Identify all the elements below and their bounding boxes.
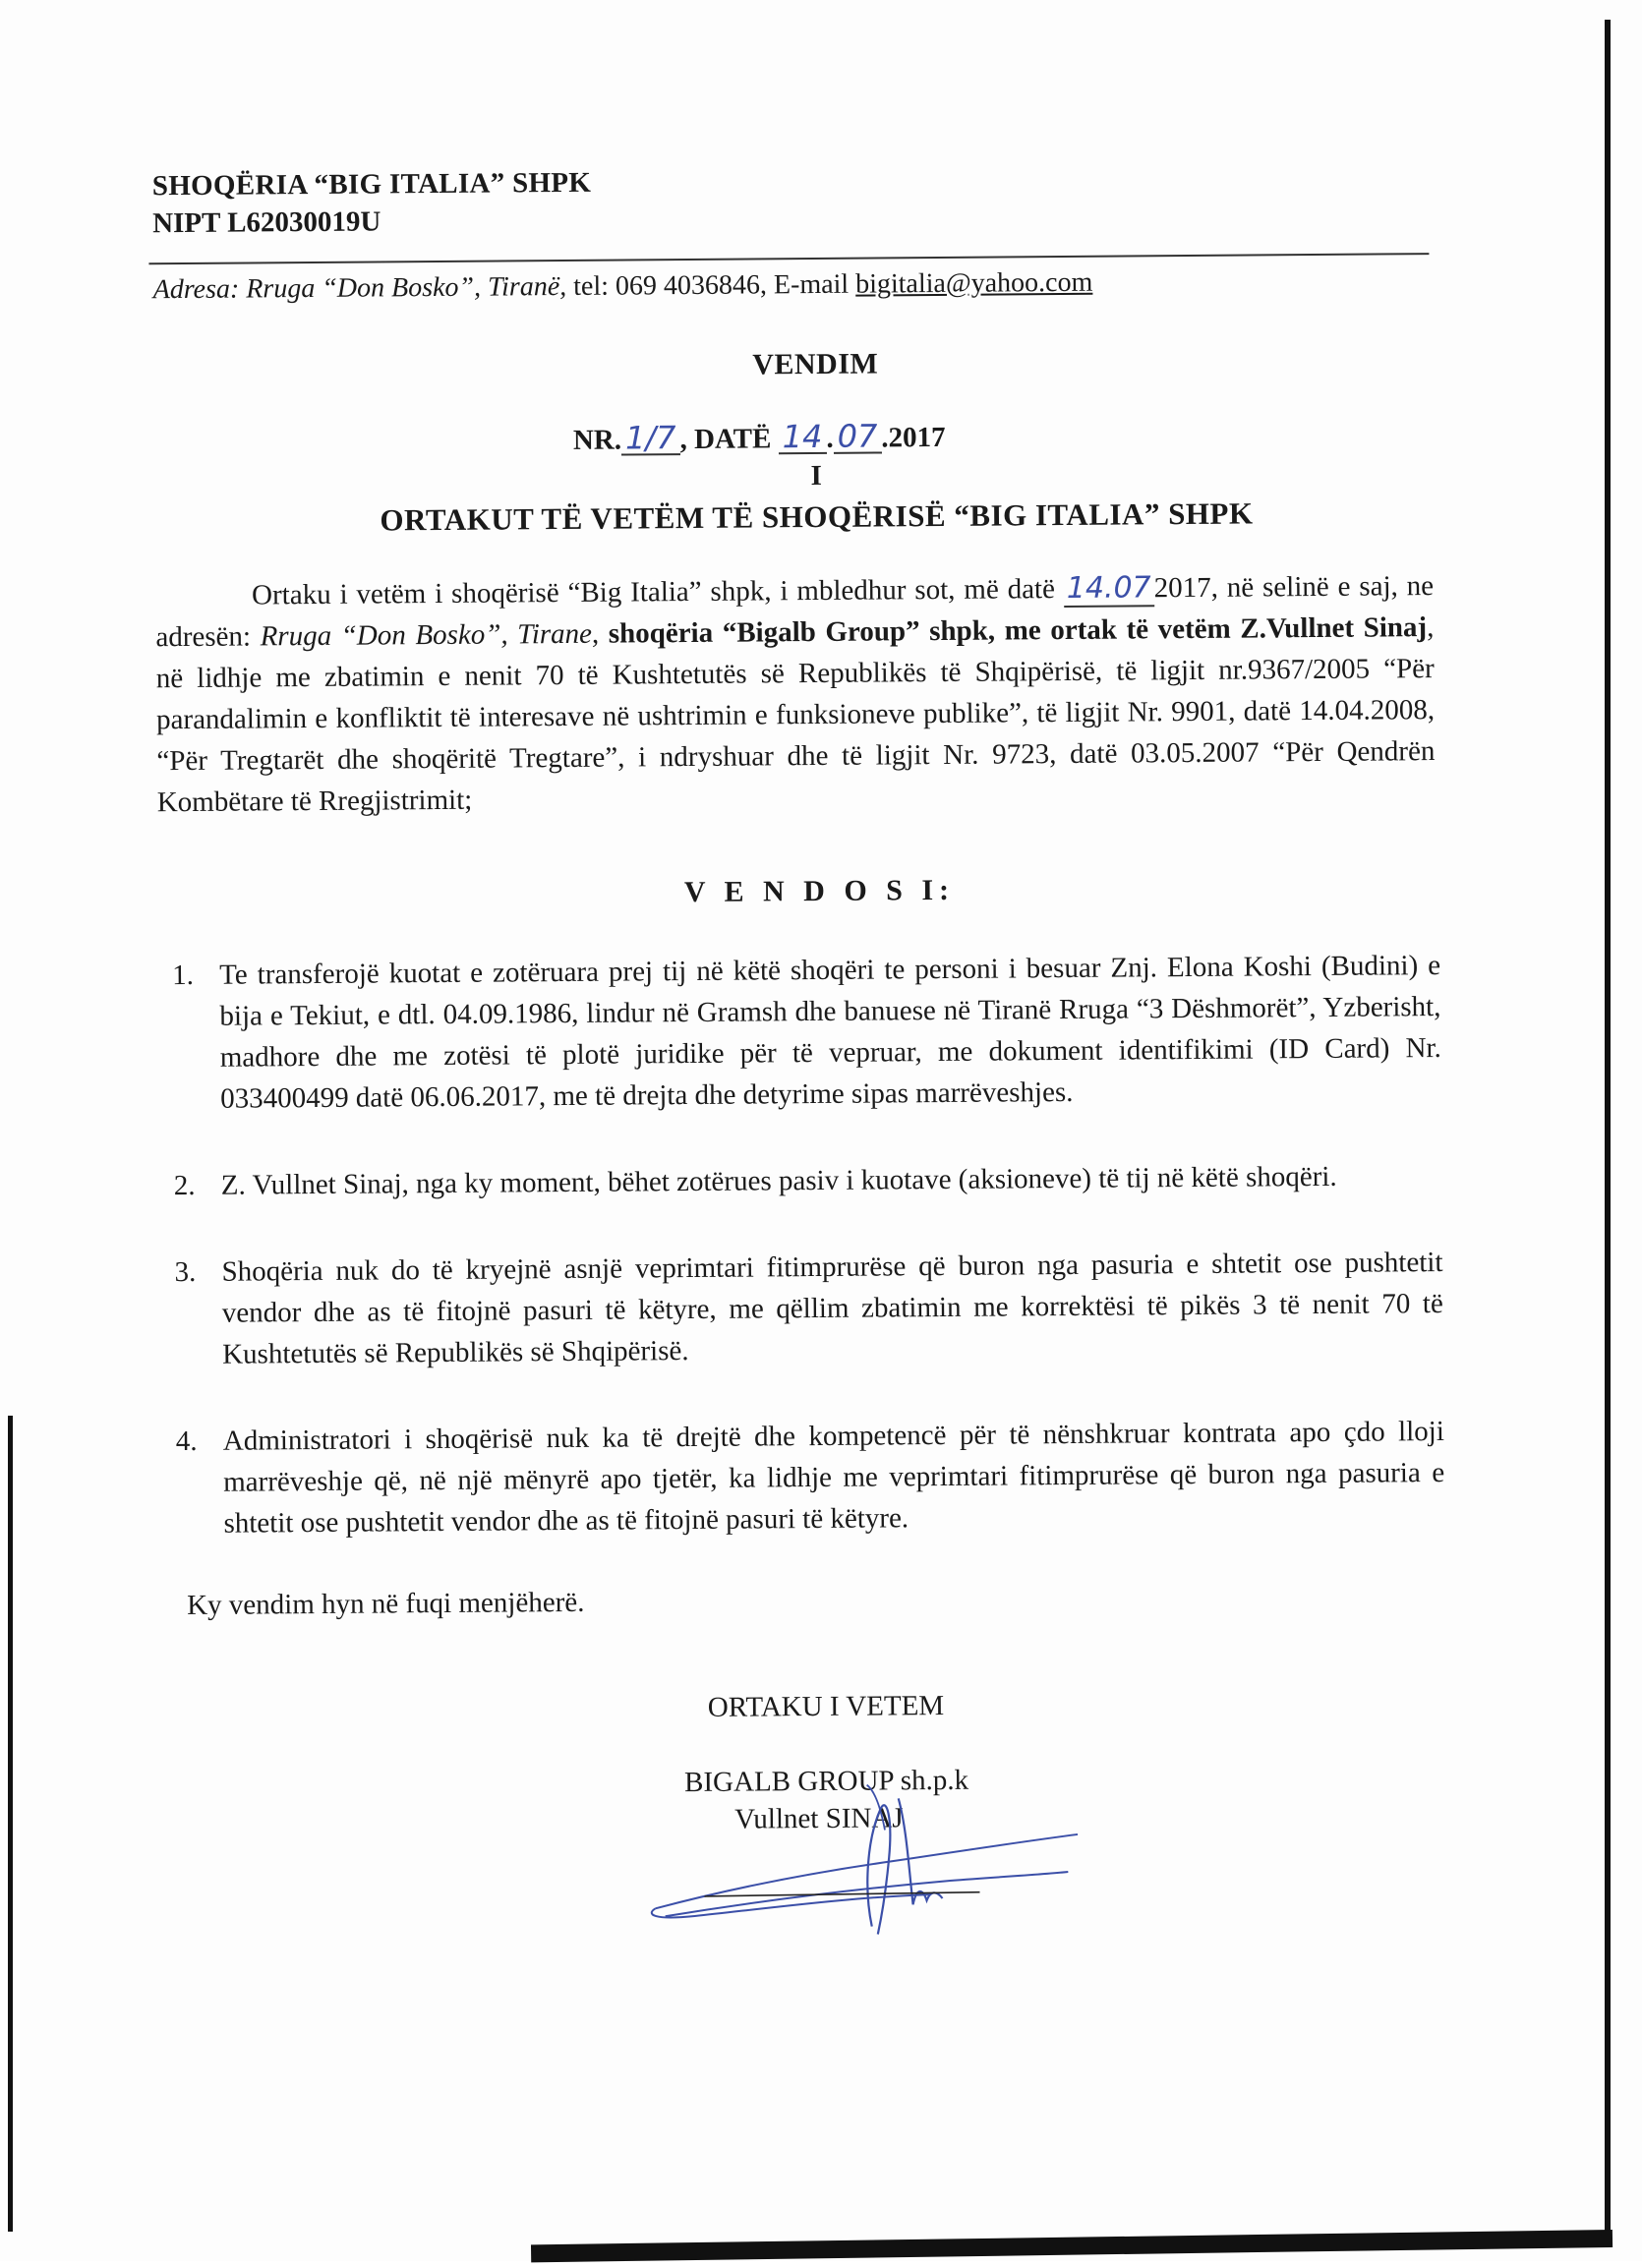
item-text: Z. Vullnet Sinaj, nga ky moment, bëhet zotërues pasiv i kuotave (aksioneve) të tij në këtë shoqëri. (220, 1160, 1337, 1201)
item-number: 1. (172, 959, 195, 992)
decision-list (172, 945, 1445, 1590)
address-label: Adresa: Rruga “Don Bosko”, Tiranë, (152, 270, 567, 306)
title-ortaku: ORTAKUT TË VETËM TË SHOQËRISË “BIG ITALIA” SHPK (380, 495, 1254, 538)
title-i: I (810, 459, 822, 493)
signatory-title: ORTAKU I VETEM (707, 1689, 945, 1723)
header-divider (148, 253, 1429, 264)
address-contact: tel: 069 4036846, E-mail (566, 268, 856, 302)
item-text: Te transferojë kuotat e zotëruara prej tij në këtë shoqëri te personi i besuar Znj. Elona Koshi (Budini) e bija e Tekiut, e dtl. 04.09.1986, lindur në Gramsh dhe banuese në Tiranë Rruga “3 Dëshmorët”, Yzberisht, madhore dhe me zotësi të plotë juridike për të vepruar, me dokument identifikimi (ID Card) Nr. 033400499 datë 06.06.2017, me të drejta dhe detyrime sipas marrëveshjes. (219, 950, 1441, 1115)
signatory-name: Vullnet SINAJ (734, 1802, 904, 1835)
list-item (174, 1155, 1442, 1206)
closing-statement: Ky vendim hyn në fuqi menjëherë. (187, 1586, 585, 1622)
date-day-handwritten: 14 (779, 421, 827, 454)
date-year: .2017 (881, 421, 946, 454)
email-link[interactable]: bigitalia@yahoo.com (855, 266, 1093, 300)
company-name: SHOQËRIA “BIG ITALIA” SHPK (151, 166, 592, 203)
vendosi-heading: V E N D O S I: (683, 873, 956, 909)
item-text: Administratori i shoqërisë nuk ka të drejtë dhe kompetencë për të nënshkruar kontrata apo çdo lloji marrëveshje që, në një mënyrë apo tjetër, ka lidhje me veprimtari fitimprurëse që buron nga pasuria e shtetit ose pushtetit vendor dhe as të fitojnë pasuri të këtyre. (222, 1415, 1445, 1540)
date-prefix: , DATË (679, 423, 779, 456)
item-number: 2. (173, 1169, 196, 1202)
decision-number-line (572, 417, 946, 457)
nr-handwritten: 1/7 (621, 422, 680, 455)
list-item (176, 1411, 1445, 1544)
intro-date-handwritten: 14.07 (1064, 570, 1154, 608)
date-month-handwritten: 07 (834, 420, 882, 453)
item-number: 3. (174, 1255, 197, 1289)
signatory-company: BIGALB GROUP sh.p.k (683, 1764, 969, 1799)
intro-bold: shoqëria “Bigalb Group” shpk, me ortak të vetëm Z.Vullnet Sinaj (608, 611, 1428, 650)
intro-part4: , në lidhje me zbatimin e nenit 70 të Kushtetutës së Republikës të Shqipërisë, të ligjit nr.9367/2005 “Për parandalimin e konfliktit të interesave në ushtrimin e funksioneve publike”, të ligjit Nr. 9901, datë 14.04.2008, “Për Tregtarët dhe shoqëritë Tregtare”, i ndryshuar dhe të ligjit Nr. 9723, datë 03.05.2007 “Për Qendrën Kombëtare të Rregjistrimit; (155, 611, 1436, 819)
item-text: Shoqëria nuk do të kryejnë asnjë veprimtari fitimprurëse që buron nga pasuria e shtetit ose pushtetit vendor dhe as të fitojnë pasuri të këtyre, me qëllim zbatimin me korrektësi të pikës 3 të nenit 70 të Kushtetutës së Republikës së Shqipërisë. (221, 1246, 1443, 1370)
document-title: VENDIM (752, 347, 879, 381)
list-item (172, 945, 1441, 1120)
item-number: 4. (175, 1425, 198, 1458)
handwritten-signature (635, 1777, 1088, 1948)
intro-address: Rruga “Don Bosko”, Tirane (260, 617, 593, 653)
list-item (174, 1242, 1443, 1375)
intro-paragraph (155, 565, 1436, 823)
intro-part2: 2017, në selinë e saj, ne adresën: (155, 570, 1435, 654)
company-nipt: NIPT L62030019U (151, 205, 381, 240)
address-line (153, 267, 1093, 307)
intro-part3: , (591, 617, 609, 650)
date-sep: . (826, 422, 834, 454)
nr-prefix: NR. (572, 424, 622, 456)
intro-part1: Ortaku i vetëm i shoqërisë “Big Italia” shpk, i mbledhur sot, më datë (251, 573, 1064, 611)
